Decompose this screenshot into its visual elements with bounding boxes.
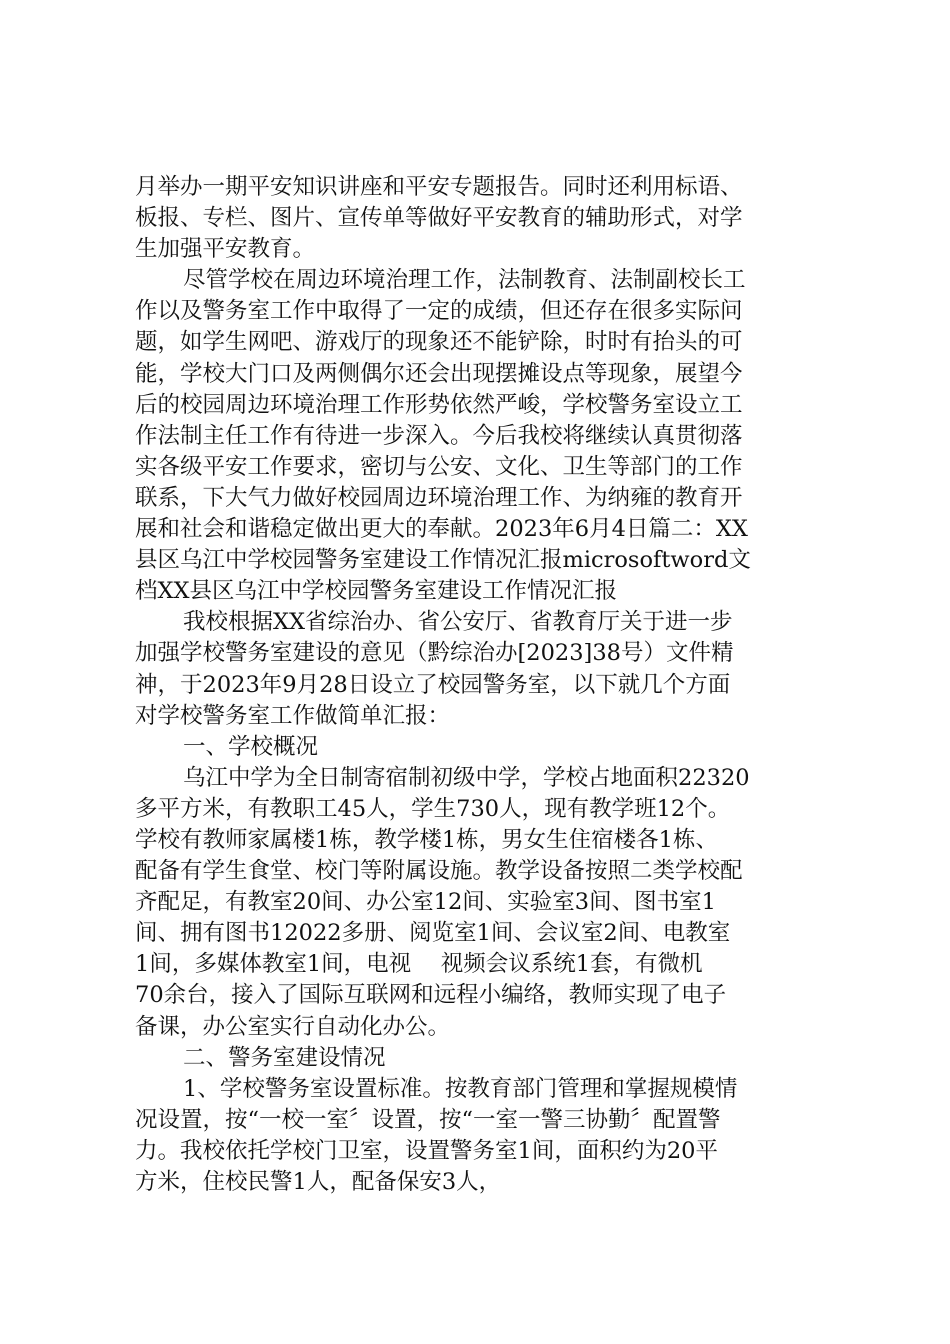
text-line: 尽管学校在周边环境治理工作，法制教育、法制副校长工 [183,267,746,294]
text-line: 作法制主任工作有待进一步深入。今后我校将继续认真贯彻落 [135,422,743,449]
text-line: 间、拥有图书12022多册、阅览室1间、会议室2间、电教室 [135,920,731,947]
text-line: 板报、专栏、图片、宣传单等做好平安教育的辅助形式，对学 [135,205,743,232]
text-line: 生加强平安教育。 [135,236,316,263]
text-line: 实各级平安工作要求，密切与公安、文化、卫生等部门的工作 [135,453,743,480]
text-line: 方米，住校民警1人，配备保安3人， [135,1169,502,1195]
text-line: 加强学校警务室建设的意见（黔综治办[2023]38号）文件精 [135,640,734,667]
text-line: 作以及警务室工作中取得了一定的成绩，但还存在很多实际问 [135,298,743,325]
text-line: 学校有教师家属楼1栋，教学楼1栋，男女生住宿楼各1栋、 [135,826,718,853]
document-body [135,172,825,1198]
text-line: 能，学校大门口及两侧偶尔还会出现摆摊设点等现象，展望今 [135,360,743,387]
text-line: 我校根据XX省综治办、省公安厅、省教育厅关于进一步 [183,609,733,636]
text-line: 多平方米，有教职工45人，学生730人，现有教学班12个。 [135,795,731,822]
text-line: 联系，下大气力做好校园周边环境治理工作、为纳雍的教育开 [135,484,743,511]
text-line: 档XX县区乌江中学校园警务室建设工作情况汇报 [135,578,618,605]
text-line: 齐配足，有教室20间、办公室12间、实验室3间、图书室1 [135,889,716,916]
text-line: 对学校警务室工作做简单汇报： [135,702,451,729]
text-line: 况设置，按“一校一室〞设置，按“一室一警三协勤〞配置警 [135,1106,721,1133]
text-line: 配备有学生食堂、校门等附属设施。教学设备按照二类学校配 [135,858,743,885]
text-line: 县区乌江中学校园警务室建设工作情况汇报microsoftword文 [135,547,751,574]
text-line: 展和社会和谐稳定做出更大的奉献。2023年6月4日篇二：XX [135,516,748,543]
text-line: 二、警务室建设情况 [183,1044,386,1071]
text-line: 题，如学生网吧、游戏厅的现象还不能铲除，时时有抬头的可 [135,329,743,356]
text-line: 70余台，接入了国际互联网和远程小编络，教师实现了电子 [135,982,727,1009]
text-line: 神，于2023年9月28日设立了校园警务室，以下就几个方面 [135,671,731,698]
text-line: 月举办一期平安知识讲座和平安专题报告。同时还利用标语、 [135,174,743,200]
text-line: 力。我校依托学校门卫室，设置警务室1间，面积约为20平 [135,1137,718,1164]
text-line: 1间，多媒体教室1间，电视 视频会议系统1套，有微机 [135,951,703,978]
text-line: 乌江中学为全日制寄宿制初级中学，学校占地面积22320 [183,764,750,791]
text-line: 备课，办公室实行自动化办公。 [135,1013,451,1040]
text-line: 1、学校警务室设置标准。按教育部门管理和掌握规模情 [183,1075,738,1102]
text-line: 一、学校概况 [183,733,319,760]
text-line: 后的校园周边环境治理工作形势依然严峻，学校警务室设立工 [135,391,743,418]
